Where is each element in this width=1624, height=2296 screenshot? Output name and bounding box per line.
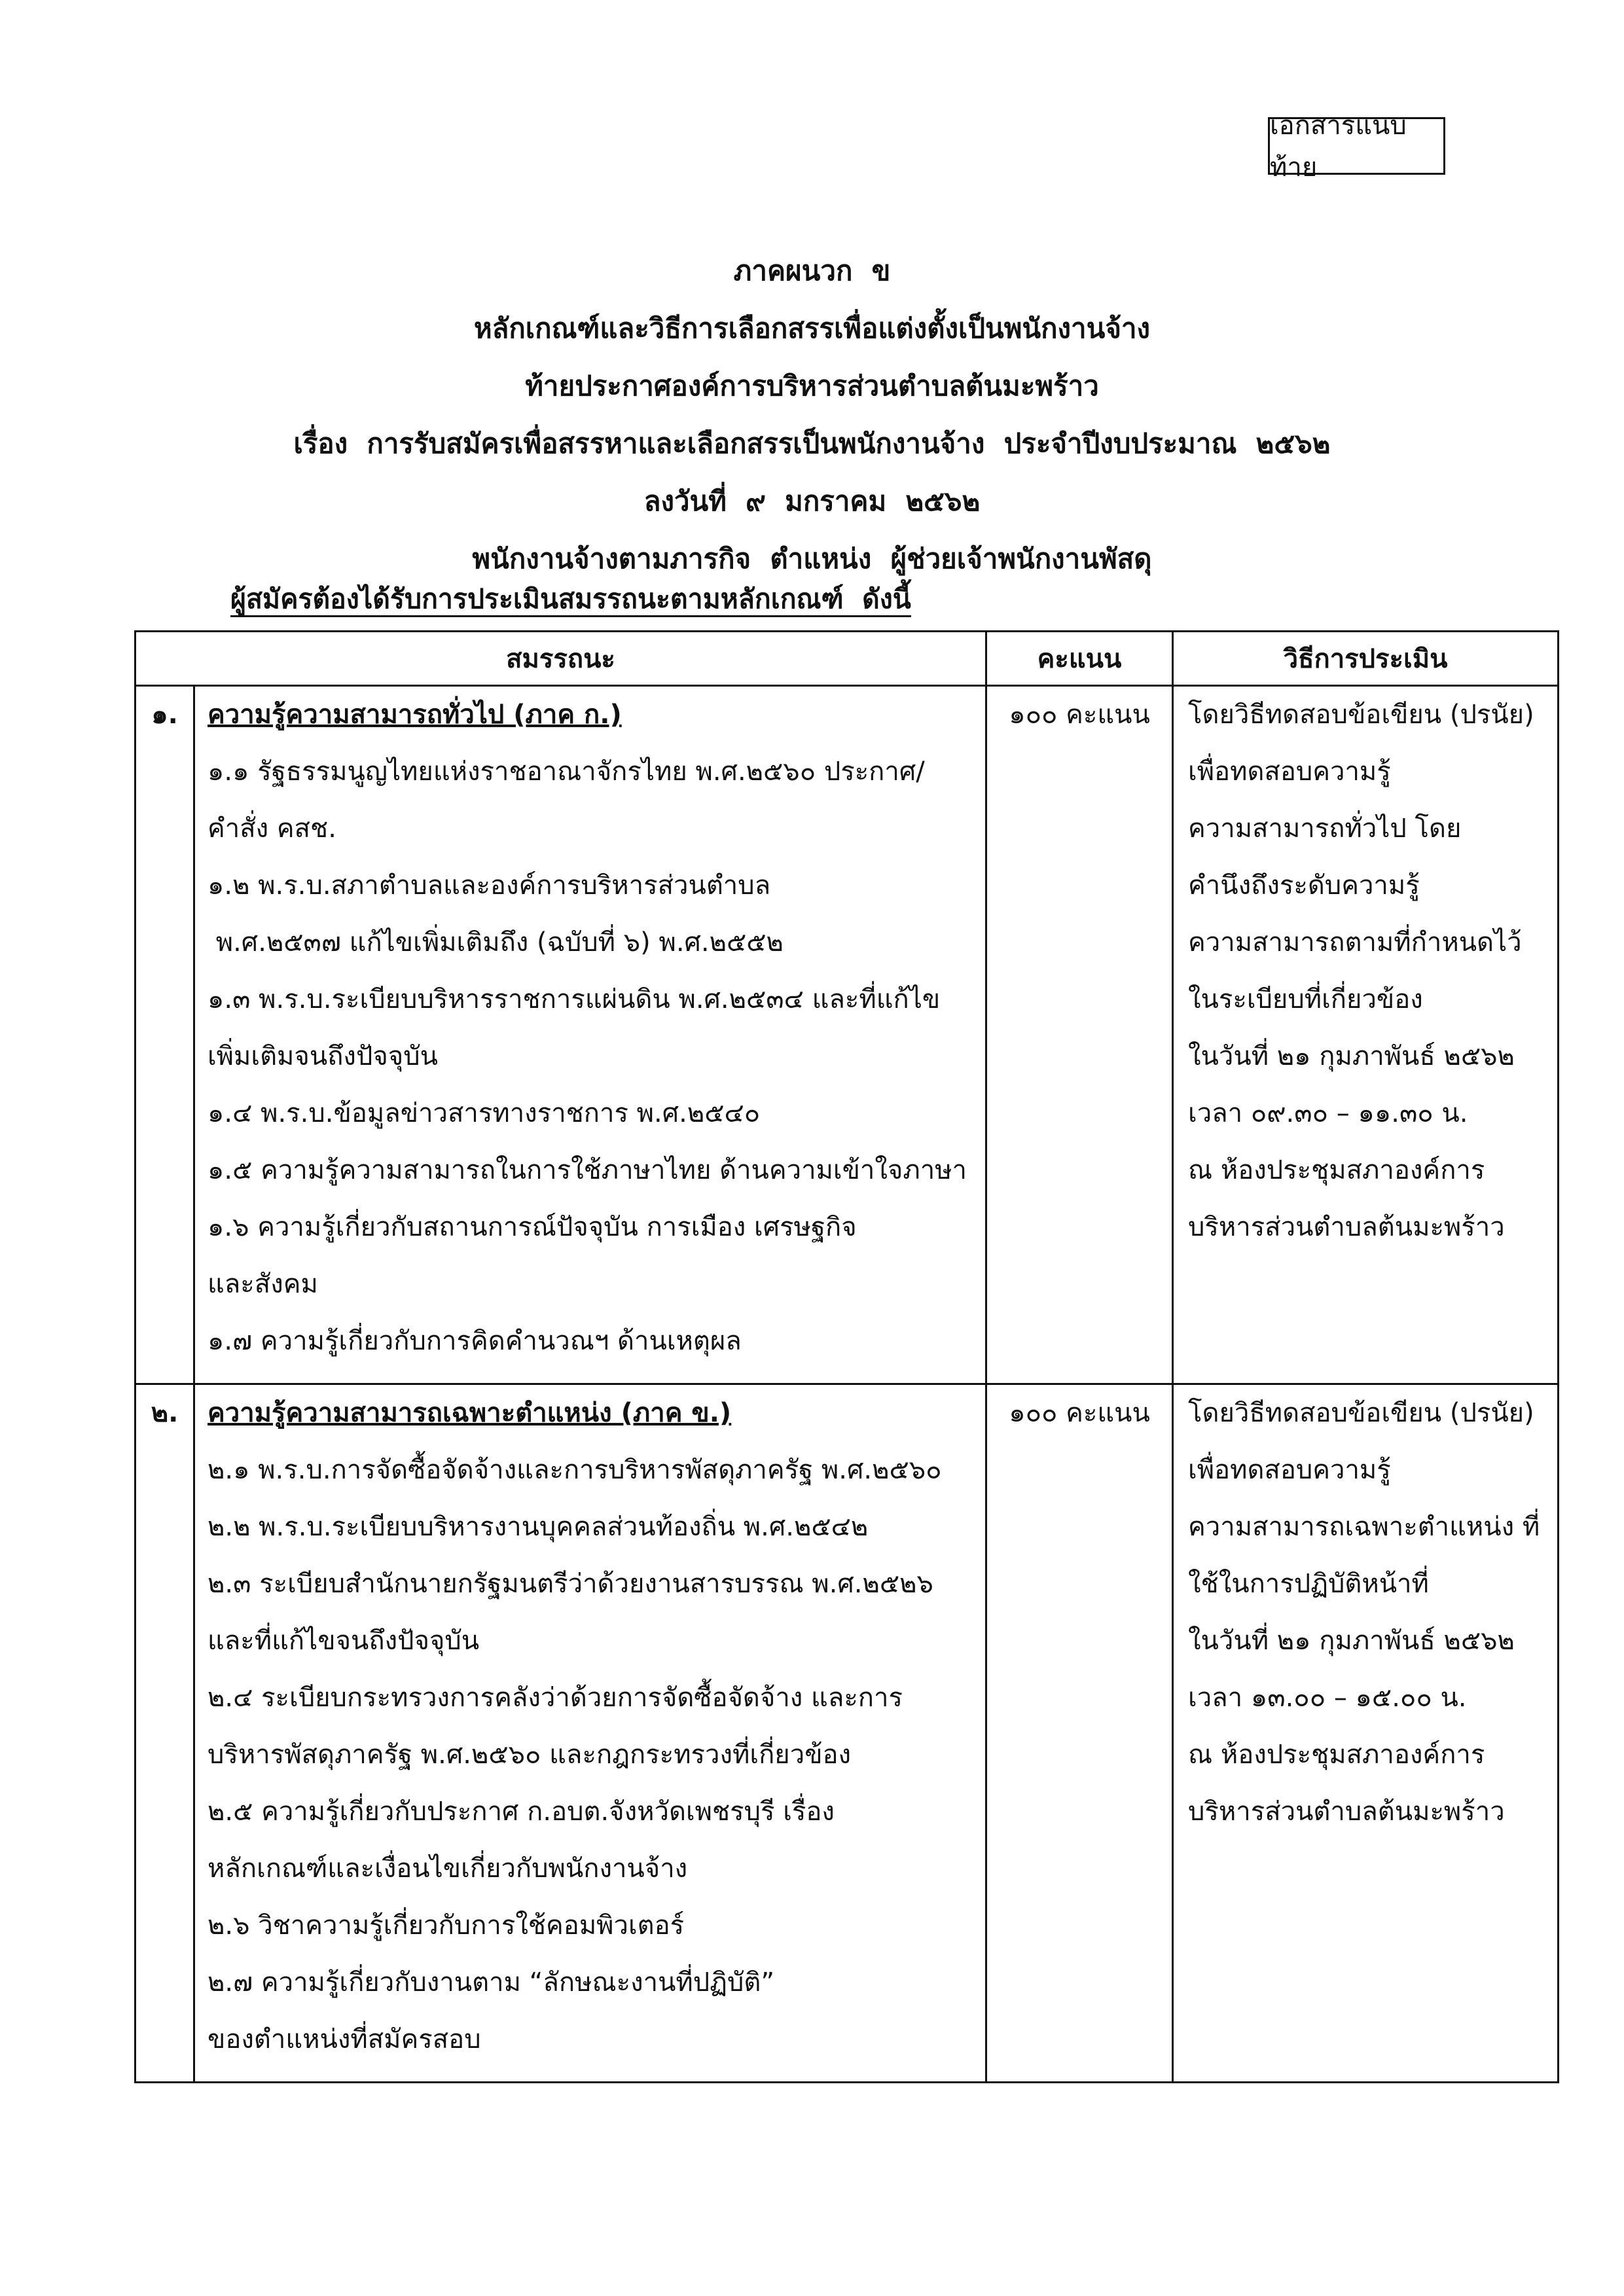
table-body: [135, 686, 1559, 2083]
intro-text: ผู้สมัครต้องได้รับการประเมินสมรรถนะตามหลักเกณฑ์ ดังนี้: [230, 579, 911, 619]
heading-announcement: ท้ายประกาศองค์การบริหารส่วนตำบลต้นมะพร้าว: [525, 370, 1099, 402]
section-title-line: [208, 1385, 985, 1442]
method-line: โดยวิธีทดสอบข้อเขียน (ปรนัย): [1188, 700, 1534, 730]
row-number: [135, 1384, 194, 2083]
row-number-text: ๒.: [151, 1398, 179, 1428]
table-row: [135, 686, 1559, 1384]
method-line: เพื่อทดสอบความรู้: [1188, 757, 1391, 787]
competency-item: พ.ศ.๒๕๓๗ แก้ไขเพิ่มเติมถึง (ฉบับที่ ๖) พ.ศ.๒๕๕๒: [208, 927, 784, 958]
score-cell: [986, 1384, 1173, 2083]
competency-cell: [194, 1384, 986, 2083]
method-cell: [1173, 686, 1559, 1384]
row-number: [135, 686, 194, 1384]
competency-item: ๒.๑ พ.ร.บ.การจัดซื้อจัดจ้างและการบริหารพัสดุภาครัฐ พ.ศ.๒๕๖๐: [208, 1455, 942, 1485]
method-line: ในวันที่ ๒๑ กุมภาพันธ์ ๒๕๖๒: [1188, 1041, 1515, 1071]
competency-item: เพิ่มเติมจนถึงปัจจุบัน: [208, 1041, 438, 1071]
method-line: ความสามารถตามที่กำหนดไว้: [1188, 927, 1522, 958]
competency-item: ๑.๑ รัฐธรรมนูญไทยแห่งราชอาณาจักรไทย พ.ศ.๒๕๖๐ ประกาศ/: [208, 757, 925, 787]
heading-appendix: ภาคผนวก ข: [733, 255, 891, 287]
competency-item: บริหารพัสดุภาครัฐ พ.ศ.๒๕๖๐ และกฎกระทรวงที่เกี่ยวข้อง: [208, 1740, 852, 1770]
competency-item: ๒.๖ วิชาความรู้เกี่ยวกับการใช้คอมพิวเตอร์: [208, 1910, 685, 1941]
method-line: ณ ห้องประชุมสภาองค์การ: [1188, 1155, 1485, 1185]
competency-item: ๑.๔ พ.ร.บ.ข้อมูลข่าวสารทางราชการ พ.ศ.๒๕๔๐: [208, 1098, 761, 1128]
method-line: เพื่อทดสอบความรู้: [1188, 1455, 1391, 1485]
score-text: ๑๐๐ คะแนน: [1009, 700, 1150, 730]
method-line: ณ ห้องประชุมสภาองค์การ: [1188, 1740, 1485, 1770]
row-number-text: ๑.: [151, 700, 178, 730]
header-competency: สมรรถนะ: [135, 632, 986, 686]
method-line: โดยวิธีทดสอบข้อเขียน (ปรนัย): [1188, 1398, 1534, 1428]
competency-item: ๒.๗ ความรู้เกี่ยวกับงานตาม “ลักษณะงานที่ปฏิบัติ”: [208, 1967, 775, 1998]
header-method: วิธีการประเมิน: [1173, 632, 1559, 686]
competency-item: ๑.๓ พ.ร.บ.ระเบียบบริหารราชการแผ่นดิน พ.ศ.๒๕๓๔ และที่แก้ไข: [208, 984, 941, 1014]
section-title: ความรู้ความสามารถทั่วไป (ภาค ก.): [208, 700, 622, 730]
score-cell: [986, 686, 1173, 1384]
section-title: ความรู้ความสามารถเฉพาะตำแหน่ง (ภาค ข.): [208, 1398, 732, 1428]
competency-item: และสังคม: [208, 1269, 318, 1299]
section-title-line: [208, 687, 985, 744]
method-line: เวลา ๐๙.๓๐ – ๑๑.๓๐ น.: [1188, 1098, 1468, 1128]
method-line: ในระเบียบที่เกี่ยวข้อง: [1188, 984, 1423, 1014]
method-cell: [1173, 1384, 1559, 2083]
method-line: บริหารส่วนตำบลต้นมะพร้าว: [1188, 1797, 1505, 1827]
competency-item: ๑.๖ ความรู้เกี่ยวกับสถานการณ์ปัจจุบัน การเมือง เศรษฐกิจ: [208, 1212, 857, 1242]
competency-item: ของตำแหน่งที่สมัครสอบ: [208, 2024, 481, 2054]
method-line: คำนึงถึงระดับความรู้: [1188, 870, 1420, 901]
competency-item: ๒.๒ พ.ร.บ.ระเบียบบริหารงานบุคคลส่วนท้องถิ่น พ.ศ.๒๕๔๒: [208, 1512, 869, 1542]
method-line: ใช้ในการปฏิบัติหน้าที่: [1188, 1569, 1429, 1599]
competency-table: [134, 630, 1559, 2083]
method-line: บริหารส่วนตำบลต้นมะพร้าว: [1188, 1212, 1505, 1242]
competency-item: ๒.๔ ระเบียบกระทรวงการคลังว่าด้วยการจัดซื้อจัดจ้าง และการ: [208, 1683, 903, 1713]
header-score: คะแนน: [986, 632, 1173, 686]
score-text: ๑๐๐ คะแนน: [1009, 1398, 1150, 1428]
table-header-row: [135, 632, 1559, 686]
table-row: [135, 1384, 1559, 2083]
method-line: ความสามารถเฉพาะตำแหน่ง ที่: [1188, 1512, 1540, 1542]
competency-item: ๑.๗ ความรู้เกี่ยวกับการคิดคำนวณฯ ด้านเหตุผล: [208, 1326, 742, 1356]
competency-item: และที่แก้ไขจนถึงปัจจุบัน: [208, 1626, 480, 1656]
method-line: ความสามารถทั่วไป โดย: [1188, 814, 1462, 844]
competency-item: หลักเกณฑ์และเงื่อนไขเกี่ยวกับพนักงานจ้าง: [208, 1854, 688, 1884]
heading-position: พนักงานจ้างตามภารกิจ ตำแหน่ง ผู้ช่วยเจ้าพนักงานพัสดุ: [472, 543, 1152, 575]
heading-subject: เรื่อง การรับสมัครเพื่อสรรหาและเลือกสรรเป็นพนักงานจ้าง ประจำปีงบประมาณ ๒๕๖๒: [293, 427, 1331, 459]
document-heading: [0, 242, 1624, 588]
heading-date: ลงวันที่ ๙ มกราคม ๒๕๖๒: [643, 485, 981, 517]
method-line: ในวันที่ ๒๑ กุมภาพันธ์ ๒๕๖๒: [1188, 1626, 1515, 1656]
competency-item: คำสั่ง คสช.: [208, 814, 336, 844]
method-line: เวลา ๑๓.๐๐ – ๑๕.๐๐ น.: [1188, 1683, 1467, 1713]
competency-item: ๑.๕ ความรู้ความสามารถในการใช้ภาษาไทย ด้านความเข้าใจภาษา: [208, 1155, 967, 1185]
competency-item: ๒.๕ ความรู้เกี่ยวกับประกาศ ก.อบต.จังหวัดเพชรบุรี เรื่อง: [208, 1797, 835, 1827]
competency-cell: [194, 686, 986, 1384]
attachment-label: เอกสารแนบท้าย: [1268, 117, 1445, 175]
competency-item: ๑.๒ พ.ร.บ.สภาตำบลและองค์การบริหารส่วนตำบล: [208, 870, 771, 901]
competency-item: ๒.๓ ระเบียบสำนักนายกรัฐมนตรีว่าด้วยงานสารบรรณ พ.ศ.๒๕๒๖: [208, 1569, 933, 1599]
heading-criteria: หลักเกณฑ์และวิธีการเลือกสรรเพื่อแต่งตั้งเป็นพนักงานจ้าง: [473, 312, 1151, 344]
